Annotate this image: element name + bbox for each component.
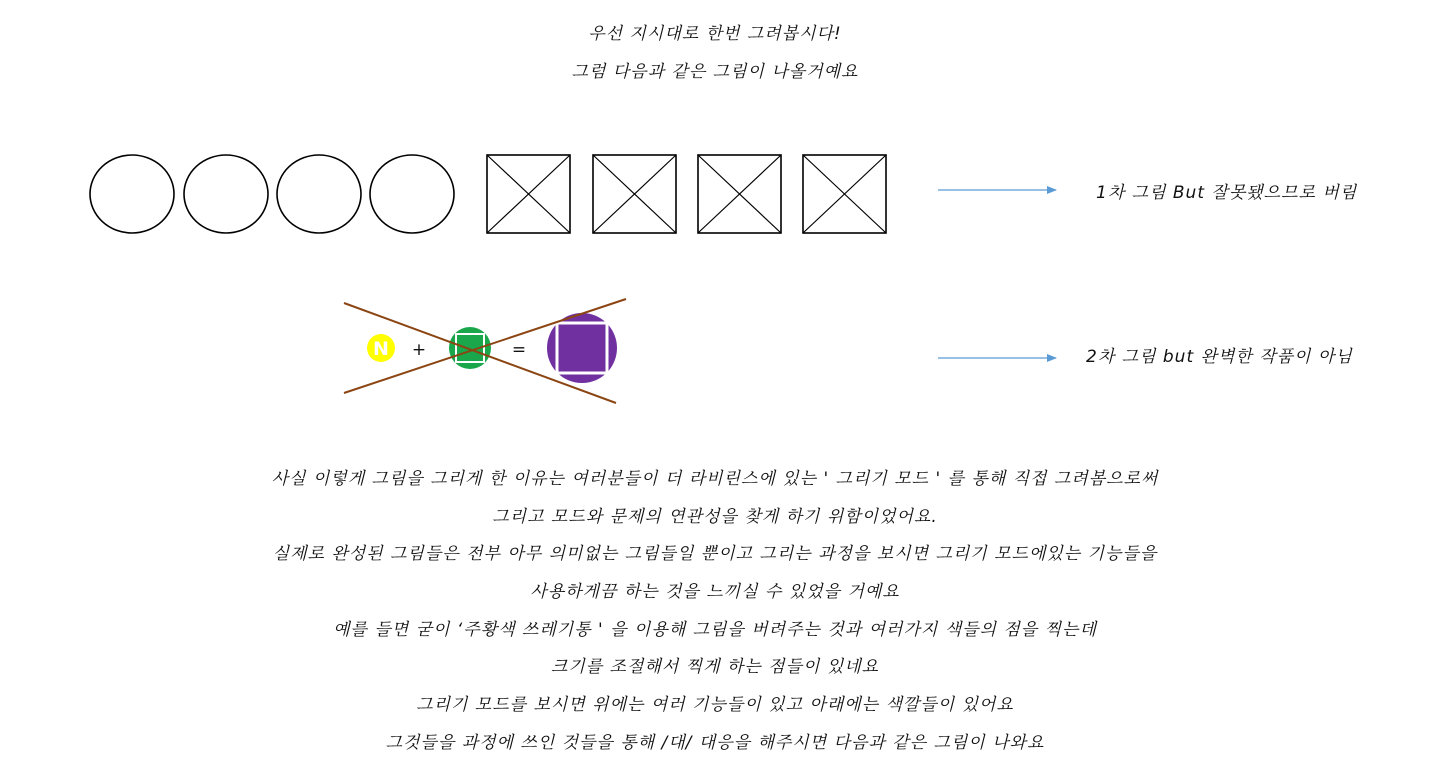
paragraph-line: 크기를 조절해서 찍게 하는 점들이 있네요 bbox=[550, 657, 880, 678]
crossed-box bbox=[803, 155, 886, 233]
paragraph-line: 그리기 모드를 보시면 위에는 여러 기능들이 있고 아래에는 색깔들이 있어요 bbox=[416, 695, 1014, 716]
second-drawing bbox=[344, 299, 626, 403]
intro-line-2: 그럼 다음과 같은 그림이 나올거예요 bbox=[571, 62, 859, 82]
crossed-box bbox=[593, 155, 676, 233]
drawn-circle bbox=[277, 155, 361, 233]
crossed-box bbox=[487, 155, 570, 233]
drawn-circle bbox=[90, 155, 174, 233]
paragraph-line: 사용하게끔 하는 것을 느끼실 수 있었을 거예요 bbox=[530, 582, 900, 603]
first-drawing-label: 1차 그림 But 잘못됐으므로 버림 bbox=[1096, 183, 1358, 203]
drawn-circle bbox=[184, 155, 268, 233]
yellow-circle-letter: N bbox=[373, 338, 389, 360]
crossed-box bbox=[698, 155, 781, 233]
paragraph-line: 그것들을 과정에 쓰인 것들을 통해 /대/ 대응을 해주시면 다음과 같은 그림이 나와요 bbox=[385, 732, 1045, 753]
paragraph-line: 실제로 완성된 그림들은 전부 아무 의미없는 그림들일 뿐이고 그리는 과정을 보시면 그리기 모드에있는 기능들을 bbox=[272, 544, 1158, 565]
second-drawing-label: 2차 그림 but 완벽한 작품이 아님 bbox=[1086, 347, 1353, 367]
drawn-circle bbox=[370, 155, 454, 233]
paragraph-line: 사실 이렇게 그림을 그리게 한 이유는 여러분들이 더 라비린스에 있는 ' 그리기 모드 ' 를 통해 직접 그려봄으로써 bbox=[271, 469, 1159, 489]
intro-line-1: 우선 지시대로 한번 그려봅시다! bbox=[588, 24, 842, 44]
explanation-paragraph bbox=[0, 466, 1430, 768]
paragraph-line: 그리고 모드와 문제의 연관성을 찾게 하기 위함이었어요. bbox=[492, 506, 938, 527]
plus-sign: + bbox=[411, 340, 427, 360]
first-drawing bbox=[90, 155, 886, 233]
equals-sign: = bbox=[511, 340, 527, 360]
paragraph-line: 예를 들면 굳이 ‘주황색 쓰레기통 ' 을 이용해 그림을 버려주는 것과 여러가지 색들의 점을 찍는데 bbox=[333, 619, 1097, 640]
